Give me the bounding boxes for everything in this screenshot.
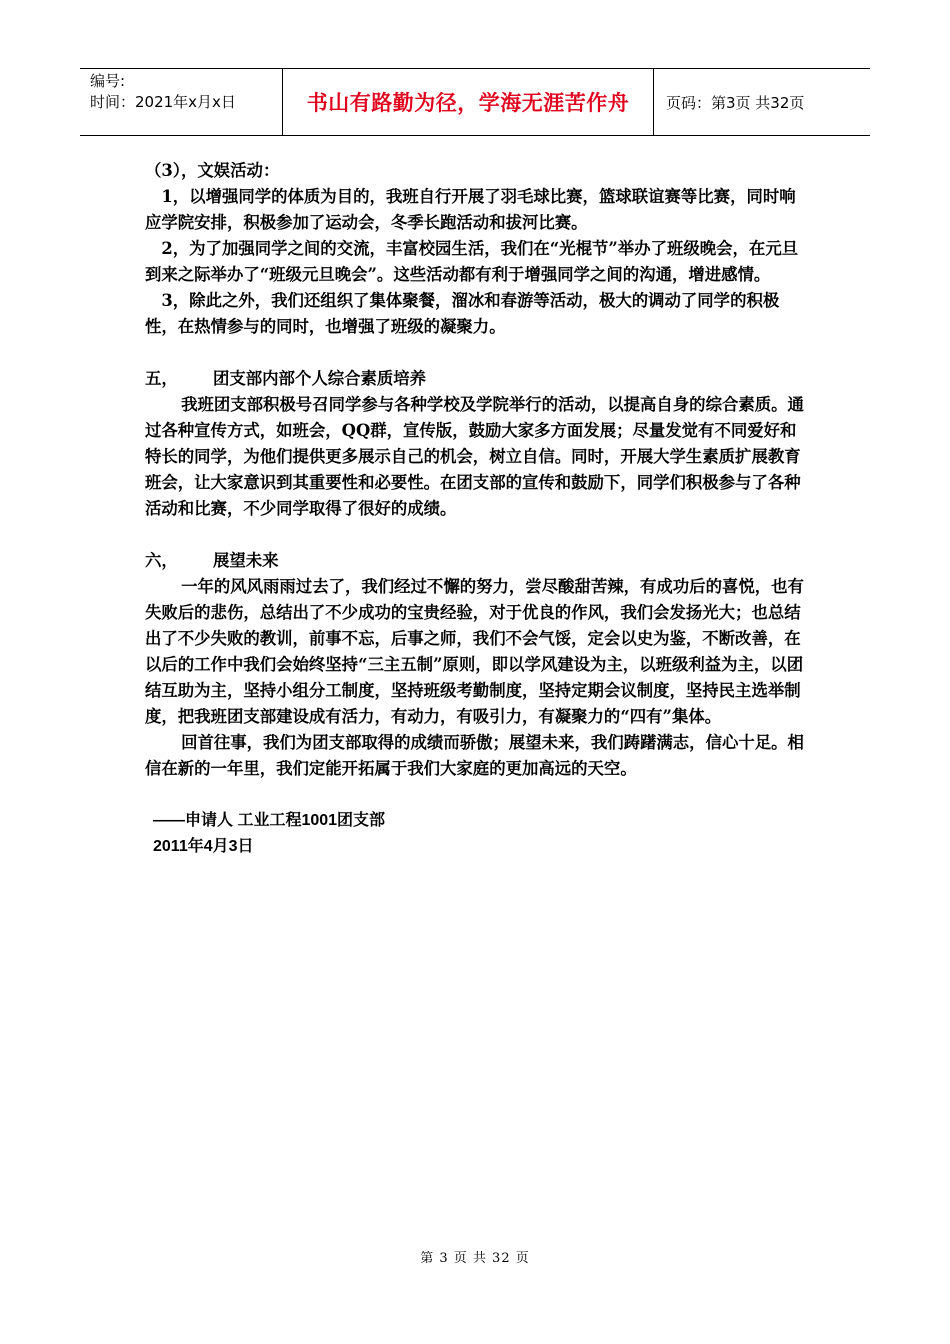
number-label: 编号: [90,72,126,90]
section3-paragraph-2: 2，为了加强同学之间的交流，丰富校园生活，我们在“光棍节”举办了班级晚会，在元旦到来之际举办了“班级元旦晚会”。这些活动都有利于增强同学之间的沟通，增进感情。 [145,239,799,284]
signature-date: 2011年4月3日 [153,838,254,855]
section6-paragraph-2: 回首往事，我们为团支部取得的成绩而骄傲；展望未来，我们踌躇满志，信心十足。相信在新的一年里，我们定能开拓属于我们大家庭的更加高远的天空。 [145,733,804,778]
section5-paragraph-1: 我班团支部积极号召同学参与各种学校及学院举行的活动，以提高自身的综合素质。通过各种宣传方式，如班会，QQ群，宣传版，鼓励大家多方面发展；尽量发觉有不同爱好和特长的同学，为他们提供更多展示自己的机会，树立自信。同时，开展大学生素质扩展教育班会，让大家意识到其重要性和必要性。在团支部的宣传和鼓励下，同学们积极参与了各种活动和比赛，不少同学取得了很好的成绩。 [145,395,804,518]
section5-title: 团支部内部个人综合素质培养 [213,369,427,388]
section3-paragraph-3: 3，除此之外，我们还组织了集体聚餐，溜冰和春游等活动，极大的调动了同学的积极性，在热情参与的同时，也增强了班级的凝聚力。 [145,291,780,336]
time-label: 时间：2021年x月x日 [90,93,236,111]
section6-number: 六， [145,551,178,570]
document-body [145,158,810,860]
section5-number: 五， [145,369,178,388]
signature-applicant: ——申请人 工业工程1001团支部 [153,812,386,829]
section5-heading [145,366,810,392]
header-motto: 书山有路勤为径，学海无涯苦作舟 [282,69,654,135]
header-page-info: 页码：第3页 共32页 [666,93,805,112]
section6-title: 展望未来 [213,551,279,570]
page-footer: 第 3 页 共 32 页 [420,1251,530,1266]
document-header [80,68,870,136]
section3-paragraph-1: 1，以增强同学的体质为目的，我班自行开展了羽毛球比赛，篮球联谊赛等比赛，同时响应学院安排，积极参加了运动会，冬季长跑活动和拔河比赛。 [145,187,796,232]
section3-title: （3），文娱活动： [145,161,280,180]
section6-paragraph-1: 一年的风风雨雨过去了，我们经过不懈的努力，尝尽酸甜苦辣，有成功后的喜悦，也有失败后的悲伤，总结出了不少成功的宝贵经验，对于优良的作风，我们会发扬光大；也总结出了不少失败的教训，前事不忘，后事之师，我们不会气馁，定会以史为鉴，不断改善，在以后的工作中我们会始终坚持“三主五制”原则，即以学风建设为主，以班级利益为主，以团结互助为主，坚持小组分工制度，坚持班级考勤制度，坚持定期会议制度，坚持民主选举制度，把我班团支部建设成有活力，有动力，有吸引力，有凝聚力的“四有”集体。 [145,577,804,726]
header-meta [80,69,282,135]
section6-heading [145,548,810,574]
